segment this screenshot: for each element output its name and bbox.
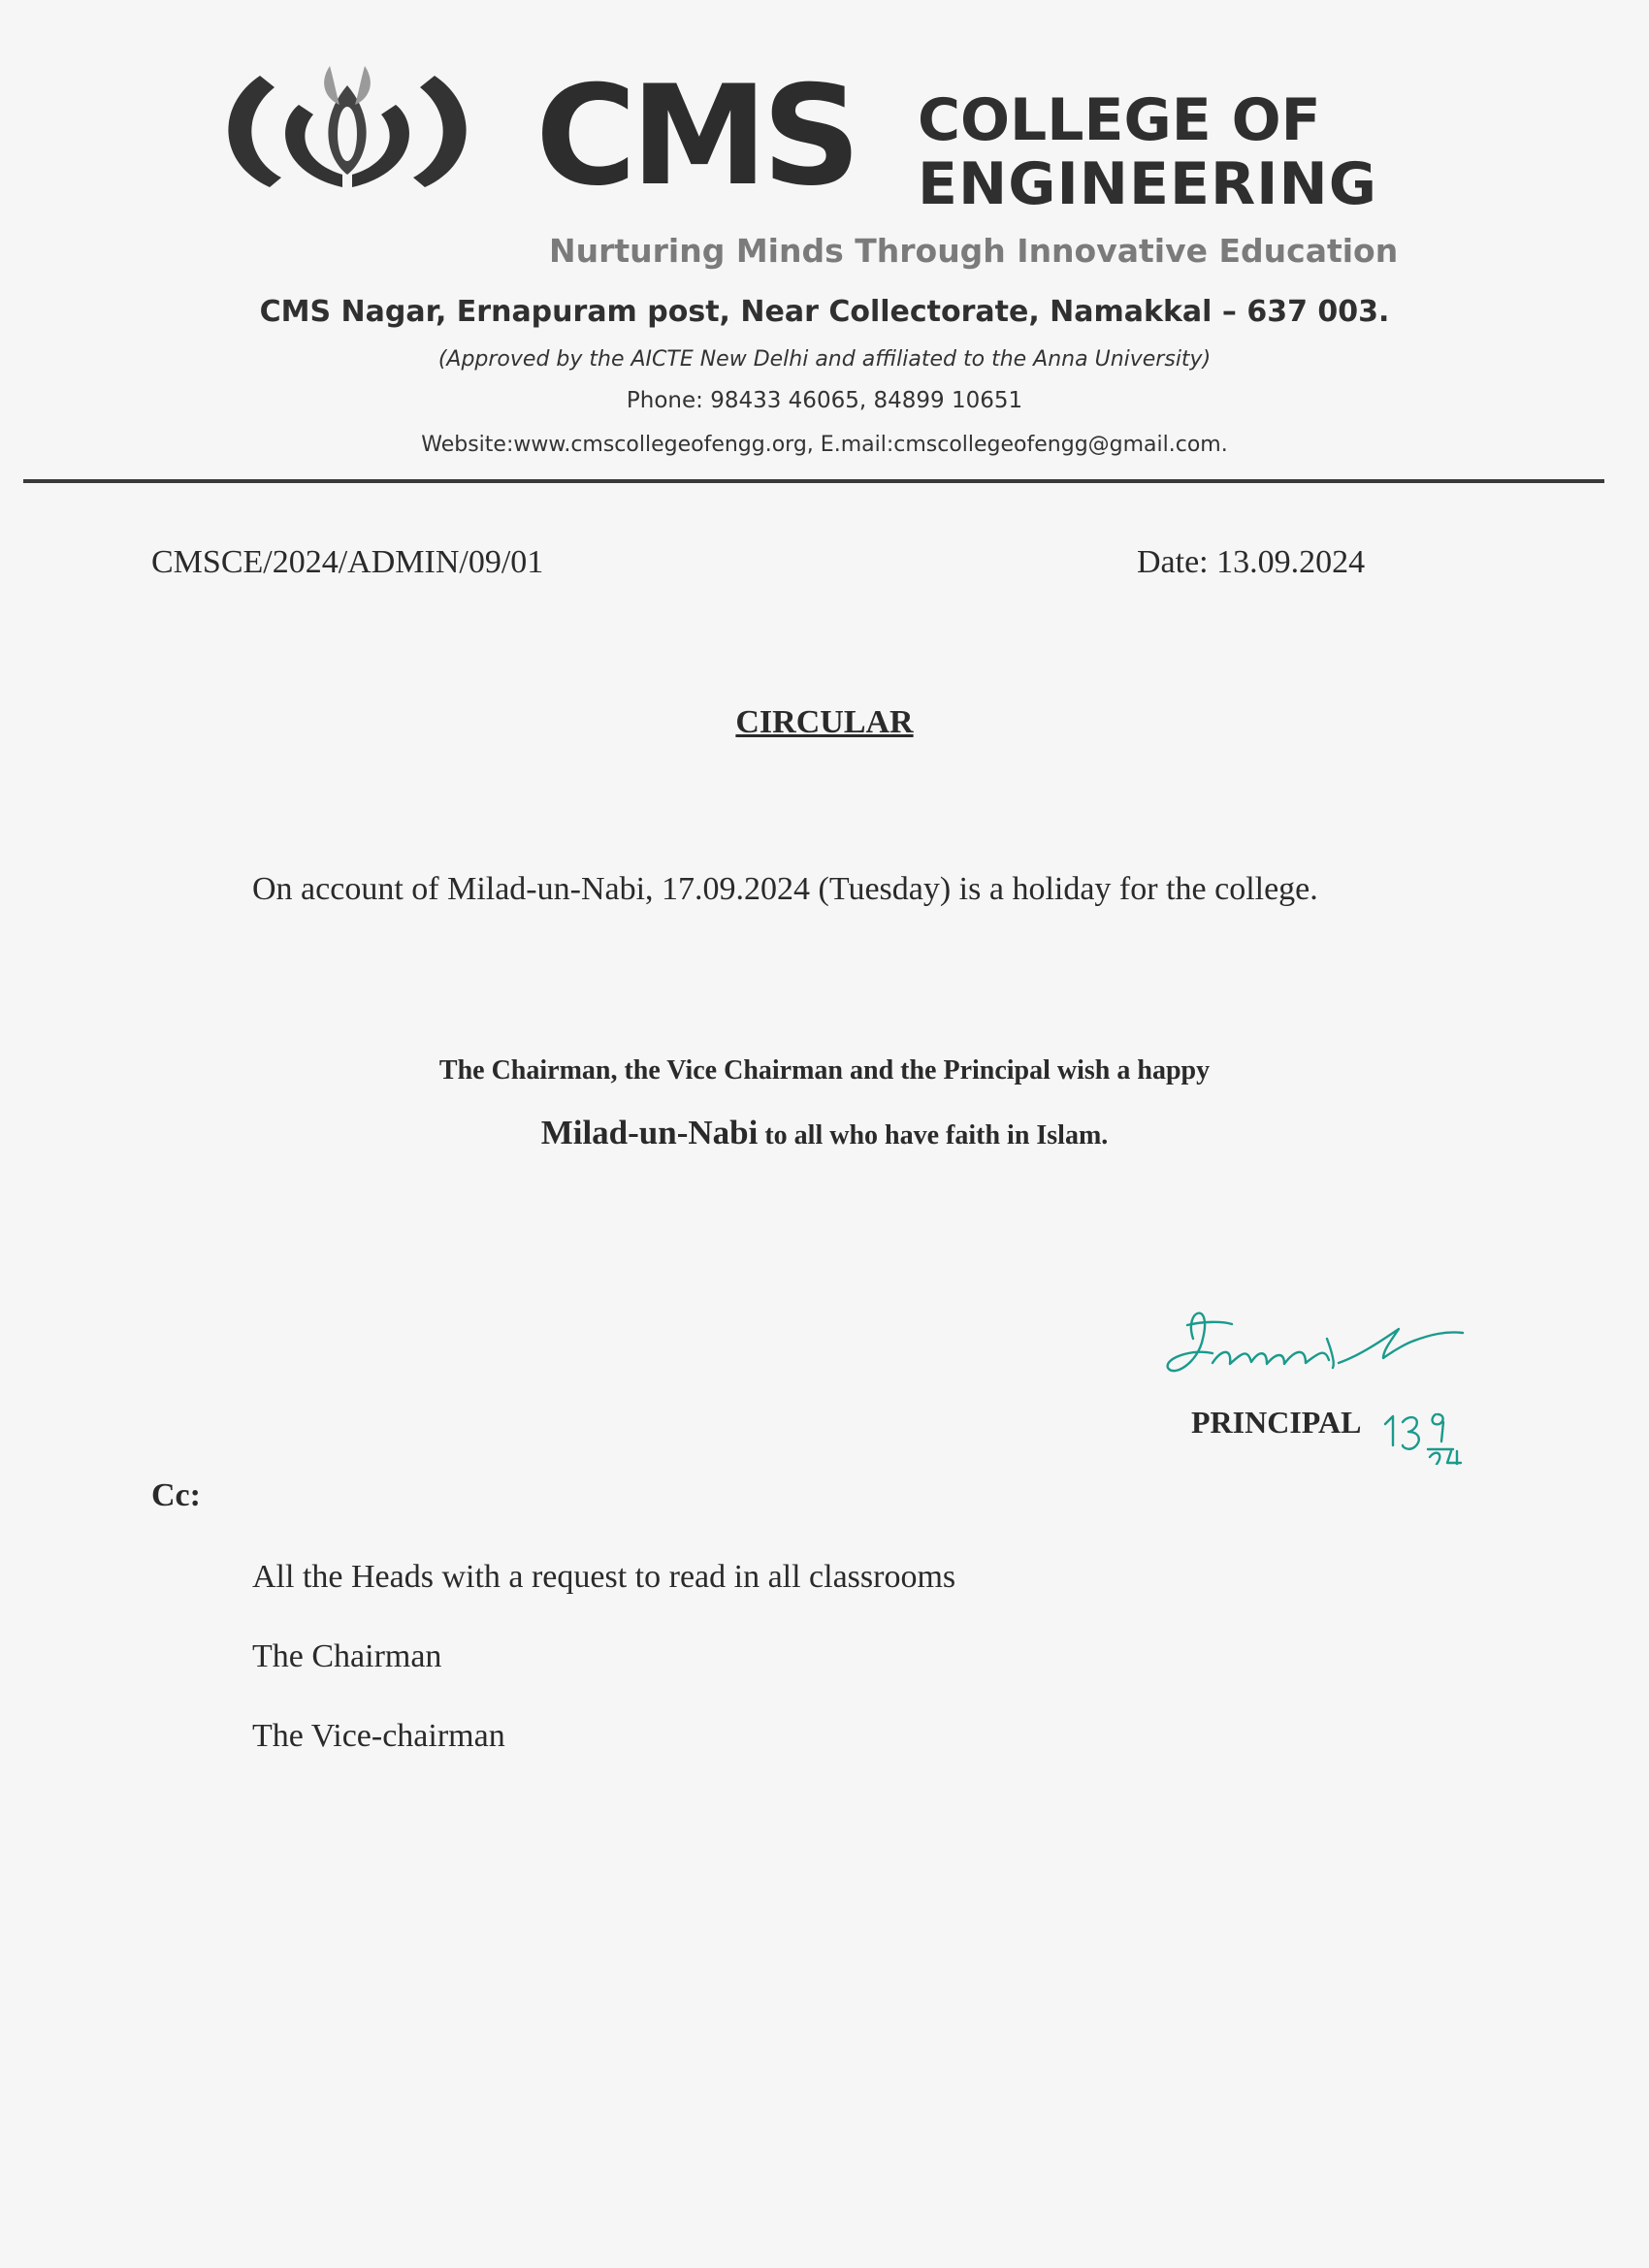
reference-number: CMSCE/2024/ADMIN/09/01 [151,544,544,580]
cc-recipient-list [252,1558,955,1797]
cc-recipient: All the Heads with a request to read in all classrooms [252,1559,956,1595]
college-tagline: Nurturing Minds Through Innovative Education [549,232,1399,270]
cc-recipient: The Chairman [252,1638,442,1674]
brand-abbreviation: CMS [535,56,856,216]
greeting-line-2 [0,1114,1649,1155]
website-email: Website:www.cmscollegeofengg.org, E.mail:cmscollegeofengg@gmail.com. [421,433,1228,457]
greeting-line-2-rest: to all who have faith in Islam. [758,1120,1109,1150]
letterhead-divider [23,479,1604,483]
circular-body: On account of Milad-un-Nabi, 17.09.2024 (Tuesday) is a holiday for the college. [252,871,1318,907]
cc-label: Cc: [151,1477,201,1513]
phone-numbers: Phone: 98433 46065, 84899 10651 [626,388,1023,413]
festival-name: Milad-un-Nabi [540,1114,759,1151]
circular-date: Date: 13.09.2024 [1137,544,1366,580]
greeting-line-1: The Chairman, the Vice Chairman and the Principal wish a happy [438,1055,1211,1085]
signatory-title: PRINCIPAL [1191,1405,1362,1440]
approval-note: (Approved by the AICTE New Delhi and affiliated to the Anna University) [437,347,1212,372]
college-logo-icon [221,66,473,192]
circular-title: CIRCULAR [735,704,914,740]
college-address: CMS Nagar, Ernapuram post, Near Collectorate, Namakkal – 637 003. [259,295,1390,329]
brand-name-line-2: ENGINEERING [918,150,1377,218]
cc-recipient: The Vice-chairman [252,1718,505,1754]
brand-name-line-1: COLLEGE OF [918,86,1321,154]
